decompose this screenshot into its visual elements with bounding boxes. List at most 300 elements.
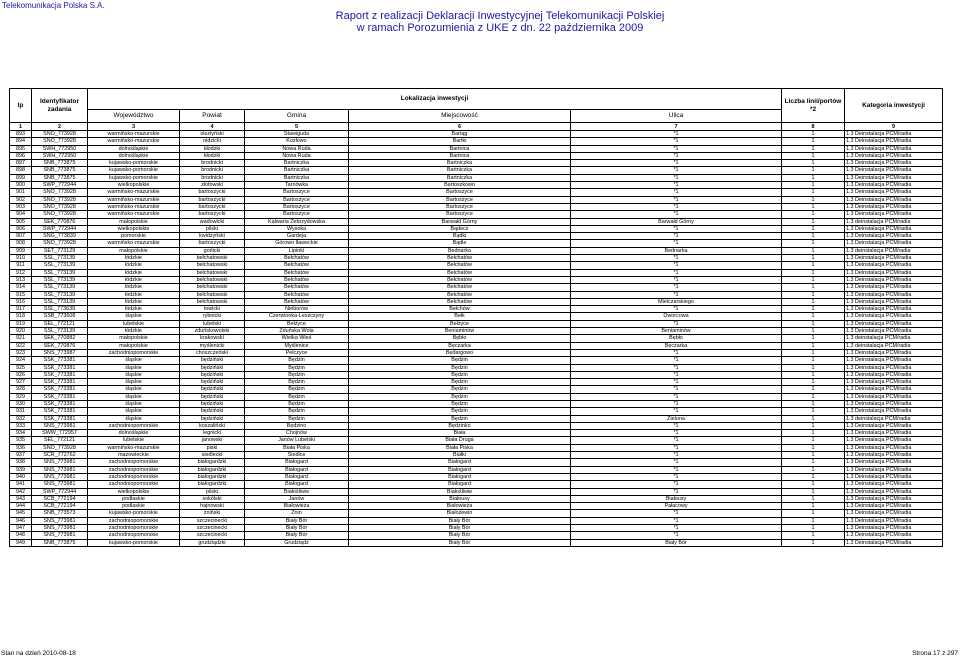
cell-liczba: 1 [782,225,845,232]
cell-lp: 900 [10,182,32,189]
cell-wojewodztwo: podlaskie [88,503,180,510]
cell-liczba: 1 [782,532,845,539]
cell-powiat: szczecinecki [180,525,245,532]
cell-liczba: 1 [782,189,845,196]
cell-miejscowosc: Bełchatów [349,276,571,283]
cell-lp: 899 [10,174,32,181]
table-row [10,240,943,247]
cell-powiat: zduńskowolski [180,328,245,335]
cell-miejscowosc: Będzin [349,415,571,422]
col-wojewodztwo: Województwo [88,110,180,123]
cell-kategoria: 1.3 Deinstalacja PCM/radia [845,240,943,247]
cell-powiat: kłodzki [180,145,245,152]
cell-ulica: Barwałd Górny [571,218,782,225]
cell-gmina: Biały Bór [245,517,349,524]
col-num-5: 5 [245,123,349,131]
cell-miejscowosc: Białowieża [349,503,571,510]
cell-wojewodztwo: śląskie [88,364,180,371]
cell-kategoria: 1.3 Deinstalacja PCM/radia [845,357,943,364]
table-row [10,269,943,276]
table-row [10,459,943,466]
col-num-8: 8 [782,123,845,131]
cell-lp: 901 [10,189,32,196]
cell-wojewodztwo: kujawsko-pomorskie [88,174,180,181]
table-row [10,276,943,283]
cell-gmina: Białowieża [245,503,349,510]
cell-ulica: *1 [571,481,782,488]
cell-gmina: Bartoszyce [245,211,349,218]
cell-ulica: *1 [571,233,782,240]
cell-ulica: *1 [571,349,782,356]
cell-powiat: wadowicki [180,218,245,225]
cell-miejscowosc: Bartniczka [349,167,571,174]
cell-liczba: 1 [782,131,845,138]
table-row [10,335,943,342]
table-row [10,473,943,480]
table-row [10,452,943,459]
cell-id: SSK_773381 [32,357,88,364]
cell-wojewodztwo: wielkopolskie [88,225,180,232]
cell-liczba: 1 [782,291,845,298]
table-row [10,386,943,393]
cell-miejscowosc: Białogard [349,466,571,473]
cell-gmina: Białogard [245,466,349,473]
cell-powiat: bełchatowski [180,298,245,305]
cell-kategoria: 1.3 Deinstalacja PCM/radia [845,269,943,276]
cell-wojewodztwo: zachodniopomorskie [88,481,180,488]
col-kategoria: Kategoria inwestycji [845,89,943,123]
cell-wojewodztwo: dolnośląskie [88,430,180,437]
cell-liczba: 1 [782,335,845,342]
cell-liczba: 1 [782,320,845,327]
cell-id: SNO_773928 [32,211,88,218]
cell-lp: 929 [10,393,32,400]
cell-wojewodztwo: łódzkie [88,262,180,269]
table-row [10,298,943,305]
cell-miejscowosc: Bęczarka [349,342,571,349]
cell-kategoria: 1.3 Deinstalacja PCM/radia [845,364,943,371]
cell-miejscowosc: Białogard [349,459,571,466]
cell-id: SSK_773381 [32,371,88,378]
cell-liczba: 1 [782,255,845,262]
col-num-4: 4 [180,123,245,131]
cell-powiat: brodnicki [180,174,245,181]
cell-liczba: 1 [782,495,845,502]
cell-ulica: *1 [571,167,782,174]
cell-kategoria: 1.3 Deinstalacja PCM/radia [845,189,943,196]
cell-powiat: bartoszycki [180,203,245,210]
cell-kategoria: 1.3 Deinstalacja PCM/radia [845,313,943,320]
cell-powiat: myślenicki [180,342,245,349]
cell-miejscowosc: Biały Bór [349,525,571,532]
cell-id: SNB_773573 [32,510,88,517]
cell-wojewodztwo: zachodniopomorskie [88,517,180,524]
cell-miejscowosc: Będzin [349,400,571,407]
cell-miejscowosc: Będzin [349,386,571,393]
table-row [10,444,943,451]
cell-wojewodztwo: zachodniopomorskie [88,466,180,473]
cell-id: SSK_773381 [32,408,88,415]
cell-id: SSL_773139 [32,262,88,269]
table-row [10,189,943,196]
cell-gmina: Biały Bór [245,525,349,532]
cell-miejscowosc: Bełchatów [349,262,571,269]
cell-id: SNO_773928 [32,138,88,145]
cell-kategoria: 1.3 Deinstalacja PCM/radia [845,379,943,386]
cell-ulica: Zielona [571,415,782,422]
cell-miejscowosc: Bartniczka [349,174,571,181]
cell-liczba: 1 [782,269,845,276]
cell-wojewodztwo: śląskie [88,408,180,415]
cell-gmina: Lipinki [245,247,349,254]
cell-gmina: Kozłowo [245,138,349,145]
cell-powiat: nidzicki [180,138,245,145]
table-row [10,138,943,145]
cell-id: SNB_773875 [32,539,88,546]
cell-kategoria: 1.3 Deinstalacja PCM/radia [845,430,943,437]
cell-kategoria: 1.3 Deinstalacja PCM/radia [845,196,943,203]
cell-kategoria: 1.3 Deinstalacja PCM/radia [845,488,943,495]
cell-liczba: 1 [782,422,845,429]
cell-lp: 905 [10,218,32,225]
cell-kategoria: 1.3 Deinstalacja PCM/radia [845,284,943,291]
cell-ulica: *1 [571,444,782,451]
table-row [10,211,943,218]
cell-gmina: Będzin [245,371,349,378]
table-row [10,152,943,159]
cell-lp: 908 [10,240,32,247]
cell-lp: 933 [10,422,32,429]
cell-ulica: *1 [571,466,782,473]
table-row [10,225,943,232]
cell-miejscowosc: Będargowo [349,349,571,356]
cell-gmina: Będzin [245,364,349,371]
cell-wojewodztwo: warmińsko-mazurskie [88,444,180,451]
cell-wojewodztwo: śląskie [88,379,180,386]
cell-powiat: bełchatowski [180,276,245,283]
cell-kategoria: 1.3 Deinstalacja PCM/radia [845,495,943,502]
cell-id: SWP_772944 [32,488,88,495]
cell-miejscowosc: Białogard [349,481,571,488]
cell-ulica: *1 [571,269,782,276]
cell-miejscowosc: Bartki [349,138,571,145]
cell-gmina: Będzin [245,408,349,415]
cell-powiat: brodnicki [180,167,245,174]
cell-gmina: Janów [245,495,349,502]
cell-gmina: Grudziądz [245,539,349,546]
table-row [10,422,943,429]
cell-gmina: Bartniczka [245,160,349,167]
cell-id: SSB_773608 [32,313,88,320]
cell-id: SSK_773381 [32,364,88,371]
cell-id: SSL_773139 [32,298,88,305]
cell-ulica: *1 [571,182,782,189]
cell-id: SWP_772944 [32,225,88,232]
cell-wojewodztwo: śląskie [88,357,180,364]
cell-kategoria: 1.3 Deinstalacja PCM/radia [845,203,943,210]
cell-miejscowosc: Bełchatów [349,284,571,291]
cell-lp: 894 [10,138,32,145]
cell-kategoria: 1.3 deinstalacja PCM/radia [845,218,943,225]
cell-lp: 913 [10,276,32,283]
cell-id: SSL_773639 [32,306,88,313]
cell-ulica: *1 [571,371,782,378]
cell-gmina: Białogard [245,473,349,480]
col-lp: lp [10,89,32,123]
cell-powiat: bełchatowski [180,269,245,276]
cell-wojewodztwo: wielkopolskie [88,488,180,495]
cell-miejscowosc: Bartniczka [349,160,571,167]
cell-id: SNB_773875 [32,167,88,174]
cell-id: SSK_773381 [32,400,88,407]
cell-ulica: *1 [571,262,782,269]
cell-powiat: będziński [180,364,245,371]
cell-powiat: będziński [180,393,245,400]
cell-id: SNS_773981 [32,517,88,524]
cell-lp: 918 [10,313,32,320]
cell-liczba: 1 [782,452,845,459]
cell-lp: 917 [10,306,32,313]
cell-powiat: bełchatowski [180,255,245,262]
table-row [10,488,943,495]
cell-wojewodztwo: kujawsko-pomorskie [88,160,180,167]
report-title-line2: w ramach Porozumienia z UKE z dn. 22 października 2009 [356,22,644,34]
cell-liczba: 1 [782,539,845,546]
cell-miejscowosc: Beniaminów [349,328,571,335]
cell-lp: 944 [10,503,32,510]
cell-miejscowosc: Bądle [349,240,571,247]
cell-wojewodztwo: pomorskie [88,233,180,240]
cell-id: SNS_773981 [32,532,88,539]
cell-wojewodztwo: łódzkie [88,255,180,262]
cell-miejscowosc: Bełchów [349,306,571,313]
cell-lp: 909 [10,247,32,254]
cell-lp: 912 [10,269,32,276]
col-miejscowosc: Miejscowość [349,110,571,123]
cell-miejscowosc: Będzin [349,364,571,371]
table-row [10,284,943,291]
cell-lp: 896 [10,152,32,159]
col-gmina: Gmina [245,110,349,123]
cell-liczba: 1 [782,298,845,305]
cell-gmina: Pełczyce [245,349,349,356]
cell-wojewodztwo: śląskie [88,371,180,378]
cell-powiat: janowski [180,437,245,444]
cell-powiat: sokólski [180,495,245,502]
cell-gmina: Bartoszyce [245,203,349,210]
cell-id: SSK_773381 [32,386,88,393]
cell-powiat: białogardzki [180,473,245,480]
cell-miejscowosc: Biały Bór [349,532,571,539]
cell-kategoria: 1.3 Deinstalacja PCM/radia [845,225,943,232]
cell-gmina: Nowa Ruda [245,145,349,152]
investment-table [9,88,943,547]
cell-ulica: *1 [571,284,782,291]
cell-powiat: białogardzki [180,466,245,473]
cell-liczba: 1 [782,145,845,152]
cell-lp: 939 [10,466,32,473]
cell-gmina: Wielka Wieś [245,335,349,342]
cell-miejscowosc: Będzin [349,408,571,415]
cell-kategoria: 1.3 Deinstalacja PCM/radia [845,503,943,510]
cell-powiat: olsztyński [180,131,245,138]
cell-ulica: *1 [571,452,782,459]
table-row [10,349,943,356]
cell-gmina: Stawiguda [245,131,349,138]
cell-powiat: bartoszycki [180,211,245,218]
report-date: Stan na dzień 2010-08-18 [1,650,76,657]
cell-powiat: legnicki [180,430,245,437]
cell-kategoria: 1.3 Deinstalacja PCM/radia [845,145,943,152]
cell-kategoria: 1.3 Deinstalacja PCM/radia [845,349,943,356]
cell-miejscowosc: Bartnica [349,145,571,152]
cell-wojewodztwo: zachodniopomorskie [88,473,180,480]
cell-powiat: rybnicki [180,313,245,320]
col-num-7: 7 [571,123,782,131]
cell-ulica: Bednarka [571,247,782,254]
cell-liczba: 1 [782,415,845,422]
cell-ulica: *1 [571,152,782,159]
cell-miejscowosc: Biały Bór [349,539,571,546]
cell-ulica: *1 [571,145,782,152]
table-row [10,503,943,510]
cell-ulica: *1 [571,437,782,444]
cell-gmina: Będzin [245,415,349,422]
cell-gmina: Białośliwie [245,488,349,495]
cell-kategoria: 1.3 Deinstalacja PCM/radia [845,160,943,167]
cell-liczba: 1 [782,379,845,386]
cell-gmina: Bartoszyce [245,189,349,196]
cell-powiat: grudziądzki [180,539,245,546]
cell-wojewodztwo: zachodniopomorskie [88,349,180,356]
cell-powiat: białogardzki [180,459,245,466]
cell-powiat: gorlicki [180,247,245,254]
cell-miejscowosc: Bartoszyce [349,211,571,218]
cell-miejscowosc: Bądecz [349,225,571,232]
cell-id: SNS_773981 [32,466,88,473]
cell-liczba: 1 [782,138,845,145]
cell-liczba: 1 [782,211,845,218]
cell-miejscowosc: Bełżyce [349,320,571,327]
table-row [10,539,943,546]
cell-id: SEK_770876 [32,218,88,225]
cell-lp: 932 [10,415,32,422]
cell-powiat: będziński [180,386,245,393]
cell-liczba: 1 [782,459,845,466]
cell-powiat: krakowski [180,335,245,342]
cell-lp: 949 [10,539,32,546]
cell-kategoria: 1.3 Deinstalacja PCM/radia [845,481,943,488]
cell-ulica: *1 [571,473,782,480]
cell-id: SNS_773981 [32,481,88,488]
cell-miejscowosc: Będzin [349,371,571,378]
cell-lp: 898 [10,167,32,174]
cell-miejscowosc: Bartoszyce [349,189,571,196]
cell-kategoria: 1.3 Deinstalacja PCM/radia [845,371,943,378]
cell-kategoria: 1.3 Deinstalacja PCM/radia [845,517,943,524]
cell-miejscowosc: Bartoszkowo [349,182,571,189]
cell-id: SNO_773928 [32,131,88,138]
cell-id: SNO_773928 [32,444,88,451]
col-liczba: Liczba linii/portów *2 [782,89,845,123]
cell-ulica: *1 [571,525,782,532]
cell-gmina: Będzin [245,386,349,393]
cell-wojewodztwo: kujawsko-pomorskie [88,167,180,174]
cell-lp: 945 [10,510,32,517]
cell-id: SCB_772194 [32,495,88,502]
table-row [10,342,943,349]
cell-ulica: Mielczarskiego [571,298,782,305]
table-row [10,174,943,181]
cell-powiat: pilski [180,488,245,495]
cell-lp: 903 [10,203,32,210]
cell-gmina: Zduńska Wola [245,328,349,335]
cell-liczba: 1 [782,233,845,240]
col-num-9: 9 [845,123,943,131]
table-row [10,357,943,364]
table-row [10,247,943,254]
cell-kategoria: 1.3 Deinstalacja PCM/radia [845,255,943,262]
cell-kategoria: 1.3 Deinstalacja PCM/radia [845,466,943,473]
cell-id: SNO_773928 [32,196,88,203]
cell-kategoria: 1.3 Deinstalacja PCM/radia [845,262,943,269]
cell-lp: 941 [10,481,32,488]
cell-kategoria: 1.3 Deinstalacja PCM/radia [845,473,943,480]
col-num-3: 3 [88,123,180,131]
cell-ulica: *1 [571,364,782,371]
table-row [10,182,943,189]
cell-gmina: Nowa Ruda [245,152,349,159]
table-row [10,400,943,407]
table-row [10,233,943,240]
cell-id: SSL_773139 [32,255,88,262]
cell-miejscowosc: Biała [349,430,571,437]
cell-kategoria: 1.3 Deinstalacja PCM/radia [845,167,943,174]
cell-powiat: łowicki [180,306,245,313]
cell-liczba: 1 [782,371,845,378]
cell-ulica: *1 [571,357,782,364]
cell-miejscowosc: Bełchatów [349,255,571,262]
cell-lp: 943 [10,495,32,502]
cell-wojewodztwo: mazowieckie [88,452,180,459]
cell-liczba: 1 [782,488,845,495]
cell-lp: 911 [10,262,32,269]
cell-wojewodztwo: małopolskie [88,342,180,349]
cell-id: SEK_770882 [32,335,88,342]
cell-lp: 920 [10,328,32,335]
cell-lp: 910 [10,255,32,262]
cell-liczba: 1 [782,174,845,181]
report-title-line1: Raport z realizacji Deklaracji Inwestycyjnej Telekomunikacji Polskiej [335,10,665,22]
cell-kategoria: 1.3 Deinstalacja PCM/radia [845,291,943,298]
cell-id: SSK_773381 [32,415,88,422]
cell-ulica: *1 [571,203,782,210]
cell-miejscowosc: Bębło [349,335,571,342]
cell-powiat: szczecinecki [180,532,245,539]
cell-kategoria: 1.3 Deinstalacja PCM/radia [845,539,943,546]
cell-liczba: 1 [782,284,845,291]
cell-id: SSK_773381 [32,393,88,400]
table-row [10,328,943,335]
cell-miejscowosc: Bartąg [349,131,571,138]
cell-ulica: *1 [571,510,782,517]
cell-kategoria: 1.3 Deinstalacja PCM/radia [845,532,943,539]
cell-powiat: hajnowski [180,503,245,510]
cell-liczba: 1 [782,393,845,400]
cell-gmina: Wysoka [245,225,349,232]
table-row [10,160,943,167]
cell-kategoria: 1.3 Deinstalacja PCM/radia [845,298,943,305]
